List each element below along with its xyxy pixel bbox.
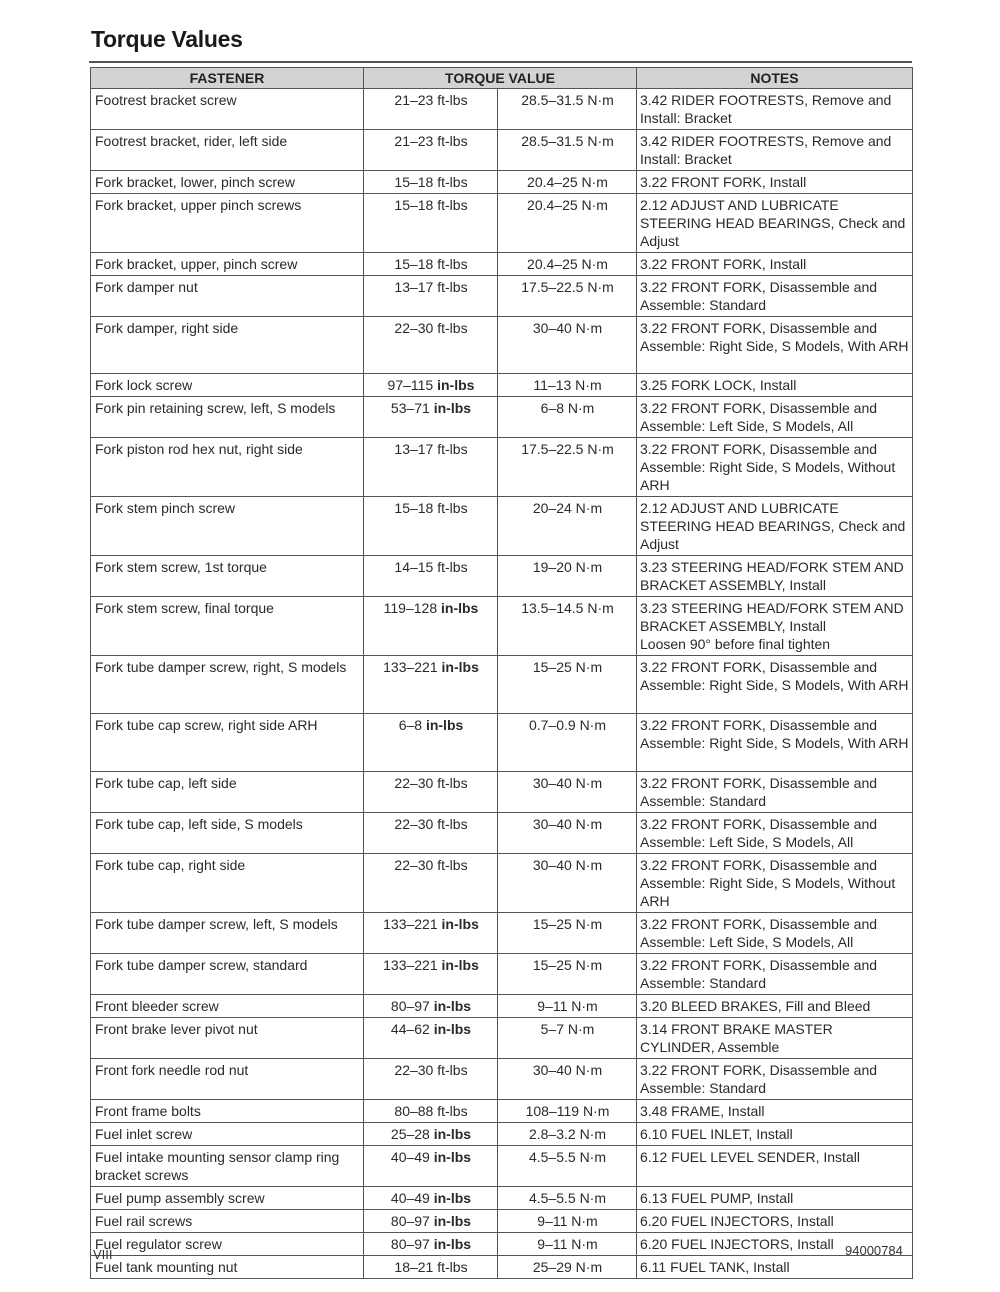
- table-row: [91, 1100, 913, 1123]
- inlbs-unit: in-lbs: [425, 717, 464, 733]
- notes-text: 6.11 FUEL TANK, Install: [640, 1259, 790, 1275]
- doc-number: 94000784: [845, 1243, 903, 1258]
- fastener-cell: Fork bracket, lower, pinch screw: [91, 171, 364, 194]
- fastener-cell: Fork tube damper screw, standard: [91, 954, 364, 995]
- notes-text: 3.22 FRONT FORK, Disassemble and Assemble: Left Side, S Models, All: [640, 916, 878, 950]
- table-row: [91, 714, 913, 772]
- table-row: [91, 597, 913, 656]
- notes-text: 3.22 FRONT FORK, Disassemble and Assemble: Standard: [640, 1062, 878, 1096]
- torque-nm-cell: 30–40 N·m: [498, 854, 637, 913]
- table-row: [91, 913, 913, 954]
- notes-cell: [637, 1018, 913, 1059]
- inlbs-unit: in-lbs: [441, 916, 479, 932]
- table-row: [91, 130, 913, 171]
- fastener-cell: Front brake lever pivot nut: [91, 1018, 364, 1059]
- torque-ftlbs-cell: [364, 374, 498, 397]
- inlbs-unit: in-lbs: [433, 1021, 472, 1037]
- notes-cell: [637, 854, 913, 913]
- torque-imperial-value: 15–18 ft-lbs: [394, 197, 468, 213]
- torque-ftlbs-cell: [364, 954, 498, 995]
- inlbs-unit: in-lbs: [433, 1149, 472, 1165]
- torque-imperial-value: 97–115: [387, 377, 434, 393]
- torque-nm-cell: 30–40 N·m: [498, 813, 637, 854]
- torque-ftlbs-cell: [364, 656, 498, 714]
- notes-cell: [637, 497, 913, 556]
- fastener-cell: Fork tube cap, left side, S models: [91, 813, 364, 854]
- fastener-cell: Fuel inlet screw: [91, 1123, 364, 1146]
- notes-text: 2.12 ADJUST AND LUBRICATE STEERING HEAD BEARINGS, Check and Adjust: [640, 500, 906, 552]
- torque-nm-cell: 108–119 N·m: [498, 1100, 637, 1123]
- torque-imperial-value: 18–21 ft-lbs: [394, 1259, 468, 1275]
- header-notes: NOTES: [637, 68, 913, 89]
- torque-imperial-value: 15–18 ft-lbs: [394, 174, 468, 190]
- torque-ftlbs-cell: [364, 1146, 498, 1187]
- torque-nm-cell: 20–24 N·m: [498, 497, 637, 556]
- notes-cell: [637, 995, 913, 1018]
- torque-nm-cell: 6–8 N·m: [498, 397, 637, 438]
- table-row: [91, 317, 913, 374]
- torque-ftlbs-cell: [364, 714, 498, 772]
- torque-imperial-value: 25–28: [390, 1126, 430, 1142]
- torque-nm-cell: 30–40 N·m: [498, 772, 637, 813]
- torque-imperial-value: 6–8: [398, 717, 423, 733]
- notes-text: 6.20 FUEL INJECTORS, Install: [640, 1213, 834, 1229]
- torque-ftlbs-cell: [364, 1233, 498, 1256]
- notes-text: 3.22 FRONT FORK, Disassemble and Assemble: Right Side, S Models, With ARH: [640, 717, 909, 751]
- fastener-cell: Front bleeder screw: [91, 995, 364, 1018]
- notes-cell: [637, 276, 913, 317]
- torque-ftlbs-cell: [364, 913, 498, 954]
- notes-cell: [637, 397, 913, 438]
- header-torque-value: TORQUE VALUE: [364, 68, 637, 89]
- torque-imperial-value: 22–30 ft-lbs: [394, 1062, 468, 1078]
- torque-imperial-value: 133–221: [383, 659, 438, 675]
- notes-text: 3.22 FRONT FORK, Disassemble and Assemble: Left Side, S Models, All: [640, 400, 878, 434]
- notes-cell: [637, 89, 913, 130]
- table-row: [91, 374, 913, 397]
- table-row: [91, 497, 913, 556]
- inlbs-unit: in-lbs: [433, 1190, 472, 1206]
- torque-ftlbs-cell: [364, 1210, 498, 1233]
- page-title: Torque Values: [91, 26, 243, 52]
- torque-ftlbs-cell: [364, 317, 498, 374]
- notes-text: 3.42 RIDER FOOTRESTS, Remove and Install: Bracket: [640, 92, 892, 126]
- table-row: [91, 854, 913, 913]
- notes-cell: [637, 597, 913, 656]
- torque-nm-cell: 15–25 N·m: [498, 913, 637, 954]
- table-row: [91, 1146, 913, 1187]
- notes-text: 6.10 FUEL INLET, Install: [640, 1126, 793, 1142]
- notes-cell: [637, 772, 913, 813]
- table-row: [91, 772, 913, 813]
- torque-nm-cell: 9–11 N·m: [498, 1233, 637, 1256]
- fastener-cell: Fork lock screw: [91, 374, 364, 397]
- fastener-cell: Fork stem screw, final torque: [91, 597, 364, 656]
- notes-text: 6.12 FUEL LEVEL SENDER, Install: [640, 1149, 860, 1165]
- fastener-cell: Fork tube cap, left side: [91, 772, 364, 813]
- fastener-cell: Front frame bolts: [91, 1100, 364, 1123]
- notes-text: 3.23 STEERING HEAD/FORK STEM AND BRACKET ASSEMBLY, Install: [640, 559, 904, 593]
- fastener-cell: Fork piston rod hex nut, right side: [91, 438, 364, 497]
- inlbs-unit: in-lbs: [433, 1126, 472, 1142]
- torque-ftlbs-cell: [364, 1187, 498, 1210]
- notes-cell: [637, 1059, 913, 1100]
- inlbs-unit: in-lbs: [433, 1236, 472, 1252]
- notes-cell: [637, 954, 913, 995]
- notes-cell: [637, 656, 913, 714]
- torque-ftlbs-cell: [364, 438, 498, 497]
- fastener-cell: Fuel regulator screw: [91, 1233, 364, 1256]
- table-row: [91, 813, 913, 854]
- torque-imperial-value: 22–30 ft-lbs: [394, 857, 468, 873]
- torque-imperial-value: 119–128: [383, 600, 438, 616]
- table-row: [91, 253, 913, 276]
- inlbs-unit: in-lbs: [437, 377, 475, 393]
- table-header-row: [91, 68, 913, 89]
- torque-imperial-value: 22–30 ft-lbs: [394, 775, 468, 791]
- table-row: [91, 556, 913, 597]
- page-number: VIII: [93, 1247, 113, 1262]
- fastener-cell: Fork tube damper screw, right, S models: [91, 656, 364, 714]
- notes-text: 3.20 BLEED BRAKES, Fill and Bleed: [640, 998, 871, 1014]
- fastener-cell: Fork bracket, upper, pinch screw: [91, 253, 364, 276]
- notes-cell: [637, 171, 913, 194]
- torque-imperial-value: 44–62: [390, 1021, 430, 1037]
- notes-text: 6.13 FUEL PUMP, Install: [640, 1190, 794, 1206]
- table-row: [91, 1018, 913, 1059]
- notes-cell: [637, 1146, 913, 1187]
- notes-text: 3.22 FRONT FORK, Disassemble and Assemble: Right Side, S Models, With ARH: [640, 320, 909, 354]
- torque-ftlbs-cell: [364, 194, 498, 253]
- table-row: [91, 1123, 913, 1146]
- torque-imperial-value: 14–15 ft-lbs: [394, 559, 468, 575]
- torque-ftlbs-cell: [364, 556, 498, 597]
- notes-cell: [637, 130, 913, 171]
- torque-ftlbs-cell: [364, 1100, 498, 1123]
- torque-ftlbs-cell: [364, 497, 498, 556]
- notes-text: 3.48 FRAME, Install: [640, 1103, 765, 1119]
- fastener-cell: Front fork needle rod nut: [91, 1059, 364, 1100]
- torque-imperial-value: 80–88 ft-lbs: [394, 1103, 468, 1119]
- fastener-cell: Fork damper nut: [91, 276, 364, 317]
- notes-text: 3.25 FORK LOCK, Install: [640, 377, 797, 393]
- torque-imperial-value: 21–23 ft-lbs: [394, 133, 468, 149]
- notes-text: 3.22 FRONT FORK, Disassemble and Assemble: Standard: [640, 775, 878, 809]
- table-row: [91, 656, 913, 714]
- notes-text: 3.22 FRONT FORK, Install: [640, 174, 807, 190]
- torque-ftlbs-cell: [364, 597, 498, 656]
- notes-cell: [637, 1210, 913, 1233]
- table-row: [91, 397, 913, 438]
- fastener-cell: Footrest bracket, rider, left side: [91, 130, 364, 171]
- torque-imperial-value: 133–221: [383, 916, 438, 932]
- torque-ftlbs-cell: [364, 253, 498, 276]
- torque-nm-cell: 20.4–25 N·m: [498, 194, 637, 253]
- torque-ftlbs-cell: [364, 1123, 498, 1146]
- torque-nm-cell: 30–40 N·m: [498, 1059, 637, 1100]
- torque-ftlbs-cell: [364, 772, 498, 813]
- notes-text: 3.22 FRONT FORK, Disassemble and Assemble: Right Side, S Models, Without ARH: [640, 857, 896, 909]
- torque-table: [90, 67, 913, 1279]
- notes-text: 3.14 FRONT BRAKE MASTER CYLINDER, Assemble: [640, 1021, 833, 1055]
- torque-ftlbs-cell: [364, 1256, 498, 1279]
- torque-nm-cell: 0.7–0.9 N·m: [498, 714, 637, 772]
- notes-cell: [637, 438, 913, 497]
- notes-text: 3.22 FRONT FORK, Disassemble and Assemble: Right Side, S Models, Without ARH: [640, 441, 896, 493]
- torque-imperial-value: 22–30 ft-lbs: [394, 816, 468, 832]
- torque-nm-cell: 28.5–31.5 N·m: [498, 130, 637, 171]
- inlbs-unit: in-lbs: [433, 998, 472, 1014]
- table-row: [91, 1059, 913, 1100]
- notes-cell: [637, 813, 913, 854]
- torque-ftlbs-cell: [364, 397, 498, 438]
- fastener-cell: Fork stem screw, 1st torque: [91, 556, 364, 597]
- torque-nm-cell: 17.5–22.5 N·m: [498, 438, 637, 497]
- torque-nm-cell: 25–29 N·m: [498, 1256, 637, 1279]
- torque-ftlbs-cell: [364, 171, 498, 194]
- fastener-cell: Fork tube cap screw, right side ARH: [91, 714, 364, 772]
- fastener-cell: Fuel tank mounting nut: [91, 1256, 364, 1279]
- header-fastener: FASTENER: [91, 68, 364, 89]
- notes-cell: [637, 374, 913, 397]
- fastener-cell: Fork tube damper screw, left, S models: [91, 913, 364, 954]
- notes-cell: [637, 1123, 913, 1146]
- notes-text: 2.12 ADJUST AND LUBRICATE STEERING HEAD BEARINGS, Check and Adjust: [640, 197, 906, 249]
- torque-nm-cell: 11–13 N·m: [498, 374, 637, 397]
- torque-imperial-value: 40–49: [390, 1149, 430, 1165]
- notes-text: 3.22 FRONT FORK, Disassemble and Assemble: Left Side, S Models, All: [640, 816, 878, 850]
- table-row: [91, 1210, 913, 1233]
- torque-imperial-value: 21–23 ft-lbs: [394, 92, 468, 108]
- table-row: [91, 89, 913, 130]
- notes-cell: [637, 253, 913, 276]
- torque-imperial-value: 80–97: [390, 998, 430, 1014]
- fastener-cell: Fuel intake mounting sensor clamp ring bracket screws: [91, 1146, 364, 1187]
- inlbs-unit: in-lbs: [441, 659, 479, 675]
- notes-text: 6.20 FUEL INJECTORS, Install: [640, 1236, 834, 1252]
- notes-cell: [637, 1256, 913, 1279]
- notes-text: 3.42 RIDER FOOTRESTS, Remove and Install: Bracket: [640, 133, 892, 167]
- notes-text: 3.23 STEERING HEAD/FORK STEM AND BRACKET ASSEMBLY, Install: [640, 600, 904, 634]
- torque-nm-cell: 30–40 N·m: [498, 317, 637, 374]
- table-row: [91, 1187, 913, 1210]
- torque-nm-cell: 20.4–25 N·m: [498, 171, 637, 194]
- notes-text: 3.22 FRONT FORK, Install: [640, 256, 807, 272]
- torque-imperial-value: 13–17 ft-lbs: [394, 441, 468, 457]
- torque-ftlbs-cell: [364, 813, 498, 854]
- fastener-cell: Fork tube cap, right side: [91, 854, 364, 913]
- table-body: [91, 89, 913, 1279]
- title-rule: [89, 61, 912, 63]
- torque-imperial-value: 13–17 ft-lbs: [394, 279, 468, 295]
- torque-imperial-value: 80–97: [390, 1213, 430, 1229]
- inlbs-unit: in-lbs: [441, 600, 479, 616]
- table-row: [91, 995, 913, 1018]
- fastener-cell: Fork pin retaining screw, left, S models: [91, 397, 364, 438]
- torque-nm-cell: 20.4–25 N·m: [498, 253, 637, 276]
- torque-nm-cell: 5–7 N·m: [498, 1018, 637, 1059]
- table-row: [91, 276, 913, 317]
- torque-imperial-value: 133–221: [383, 957, 438, 973]
- fastener-cell: Fuel pump assembly screw: [91, 1187, 364, 1210]
- torque-nm-cell: 17.5–22.5 N·m: [498, 276, 637, 317]
- torque-nm-cell: 4.5–5.5 N·m: [498, 1146, 637, 1187]
- inlbs-unit: in-lbs: [441, 957, 479, 973]
- table-row: [91, 1233, 913, 1256]
- torque-nm-cell: 9–11 N·m: [498, 1210, 637, 1233]
- torque-ftlbs-cell: [364, 1059, 498, 1100]
- torque-imperial-value: 15–18 ft-lbs: [394, 256, 468, 272]
- torque-ftlbs-cell: [364, 276, 498, 317]
- torque-nm-cell: 15–25 N·m: [498, 954, 637, 995]
- table-row: [91, 438, 913, 497]
- torque-ftlbs-cell: [364, 1018, 498, 1059]
- fastener-cell: Fork stem pinch screw: [91, 497, 364, 556]
- fastener-cell: Footrest bracket screw: [91, 89, 364, 130]
- fastener-cell: Fuel rail screws: [91, 1210, 364, 1233]
- fastener-cell: Fork damper, right side: [91, 317, 364, 374]
- torque-nm-cell: 2.8–3.2 N·m: [498, 1123, 637, 1146]
- notes-cell: [637, 317, 913, 374]
- torque-imperial-value: 15–18 ft-lbs: [394, 500, 468, 516]
- table-row: [91, 1256, 913, 1279]
- torque-imperial-value: 80–97: [390, 1236, 430, 1252]
- table-row: [91, 954, 913, 995]
- notes-cell: [637, 913, 913, 954]
- notes-cell: [637, 714, 913, 772]
- torque-imperial-value: 53–71: [390, 400, 430, 416]
- torque-ftlbs-cell: [364, 995, 498, 1018]
- notes-text: 3.22 FRONT FORK, Disassemble and Assemble: Standard: [640, 279, 878, 313]
- notes-text: 3.22 FRONT FORK, Disassemble and Assemble: Standard: [640, 957, 878, 991]
- inlbs-unit: in-lbs: [433, 400, 472, 416]
- table-row: [91, 171, 913, 194]
- torque-nm-cell: 9–11 N·m: [498, 995, 637, 1018]
- notes-cell: [637, 1100, 913, 1123]
- torque-nm-cell: 28.5–31.5 N·m: [498, 89, 637, 130]
- notes-extra-text: Loosen 90° before final tighten: [640, 636, 831, 652]
- torque-nm-cell: 19–20 N·m: [498, 556, 637, 597]
- torque-imperial-value: 40–49: [390, 1190, 430, 1206]
- torque-ftlbs-cell: [364, 130, 498, 171]
- notes-cell: [637, 194, 913, 253]
- fastener-cell: Fork bracket, upper pinch screws: [91, 194, 364, 253]
- torque-nm-cell: 13.5–14.5 N·m: [498, 597, 637, 656]
- torque-imperial-value: 22–30 ft-lbs: [394, 320, 468, 336]
- notes-cell: [637, 556, 913, 597]
- torque-nm-cell: 15–25 N·m: [498, 656, 637, 714]
- inlbs-unit: in-lbs: [433, 1213, 472, 1229]
- notes-cell: [637, 1187, 913, 1210]
- torque-nm-cell: 4.5–5.5 N·m: [498, 1187, 637, 1210]
- torque-ftlbs-cell: [364, 854, 498, 913]
- notes-text: 3.22 FRONT FORK, Disassemble and Assemble: Right Side, S Models, With ARH: [640, 659, 909, 693]
- torque-ftlbs-cell: [364, 89, 498, 130]
- table-row: [91, 194, 913, 253]
